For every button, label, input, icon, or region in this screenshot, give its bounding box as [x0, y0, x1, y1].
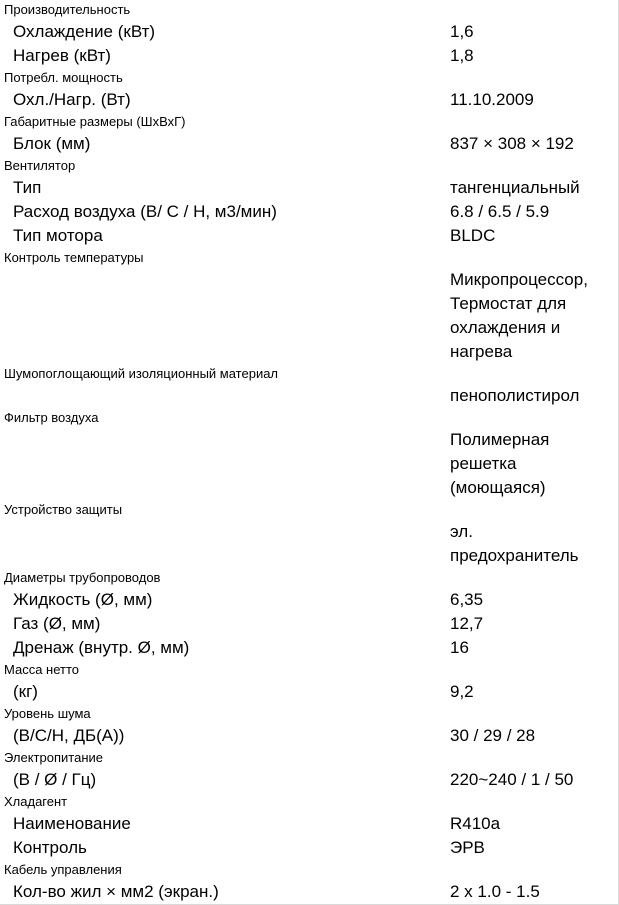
spec-row: [0, 132, 618, 156]
spec-value: тангенциальный: [450, 178, 580, 197]
section-title: Масса нетто: [4, 662, 80, 677]
section-title: Вентилятор: [4, 158, 76, 173]
spec-value-line: Микропроцессор,: [450, 270, 588, 289]
spec-row: [0, 636, 618, 660]
spec-value: 1,6: [450, 22, 474, 41]
spec-row: [0, 836, 618, 860]
spec-row: [0, 812, 618, 836]
section-title: Устройство защиты: [4, 502, 123, 517]
spec-label: (В / Ø / Гц): [13, 770, 97, 789]
spec-row: [0, 768, 618, 792]
spec-value-line: предохранитель: [450, 546, 579, 565]
spec-label: Охл./Нагр. (Вт): [13, 90, 131, 109]
section-title: Уровень шума: [4, 706, 91, 721]
spec-value: 30 / 29 / 28: [450, 726, 536, 745]
section-title: Габаритные размеры (ШхВхГ): [4, 114, 186, 129]
spec-value-line: охлаждения и: [450, 318, 561, 337]
spec-value: R410a: [450, 814, 501, 833]
section-title: Электропитание: [4, 750, 103, 765]
spec-label: Расход воздуха (В/ С / Н, м3/мин): [13, 202, 277, 221]
spec-row: [0, 176, 618, 200]
spec-value: 11.10.2009: [450, 90, 534, 109]
spec-label: Блок (мм): [13, 134, 91, 153]
section-title: Потребл. мощность: [4, 70, 123, 85]
spec-value: 12,7: [450, 614, 484, 633]
spec-value-line: пенополистирол: [450, 386, 580, 405]
spec-row: [0, 612, 618, 636]
section-title: Диаметры трубопроводов: [4, 570, 161, 585]
section-title: Шумопоглощающий изоляционный материал: [4, 366, 279, 381]
spec-value-line: Термостат для: [450, 294, 567, 313]
spec-value: ЭРВ: [450, 838, 485, 857]
spec-value: 6.8 / 6.5 / 5.9: [450, 202, 550, 221]
spec-label: Охлаждение (кВт): [13, 22, 156, 41]
spec-value: 16: [450, 638, 469, 657]
spec-label: Тип: [13, 178, 42, 197]
spec-value-line: Полимерная: [450, 430, 550, 449]
spec-label: Наименование: [13, 814, 131, 833]
spec-value: 9,2: [450, 682, 474, 701]
spec-value: 2 x 1.0 - 1.5: [450, 882, 540, 901]
spec-label: Тип мотора: [13, 226, 103, 245]
spec-row: [0, 224, 618, 248]
spec-value: 837 × 308 × 192: [450, 134, 574, 153]
spec-row: [0, 200, 618, 224]
spec-label: Кол-во жил × мм2 (экран.): [13, 882, 219, 901]
spec-row: [0, 724, 618, 748]
spec-value-line: решетка: [450, 454, 517, 473]
spec-value-line: нагрева: [450, 342, 513, 361]
spec-label: Дренаж (внутр. Ø, мм): [13, 638, 190, 657]
spec-value: 1,8: [450, 46, 474, 65]
spec-value-line: (моющаяся): [450, 478, 546, 497]
section-title: Хладагент: [4, 794, 68, 809]
spec-row: [0, 20, 618, 44]
section-title: Производительность: [4, 2, 131, 17]
spec-value: 220~240 / 1 / 50: [450, 770, 574, 789]
spec-value: BLDC: [450, 226, 496, 245]
section-title: Контроль температуры: [4, 250, 144, 265]
spec-label: Контроль: [13, 838, 87, 857]
section-title: Фильтр воздуха: [4, 410, 99, 425]
spec-row: [0, 588, 618, 612]
spec-value: 6,35: [450, 590, 484, 609]
spec-label: (В/С/Н, ДБ(А)): [13, 726, 125, 745]
spec-row: [0, 880, 618, 904]
spec-label: Газ (Ø, мм): [13, 614, 101, 633]
spec-label: Жидкость (Ø, мм): [13, 590, 153, 609]
spec-label: (кг): [13, 682, 38, 701]
spec-label: Нагрев (кВт): [13, 46, 111, 65]
section-title: Кабель управления: [4, 862, 122, 877]
spec-row: [0, 680, 618, 704]
spec-row: [0, 88, 618, 112]
spec-row: [0, 44, 618, 68]
spec-value-line: эл.: [450, 522, 473, 541]
